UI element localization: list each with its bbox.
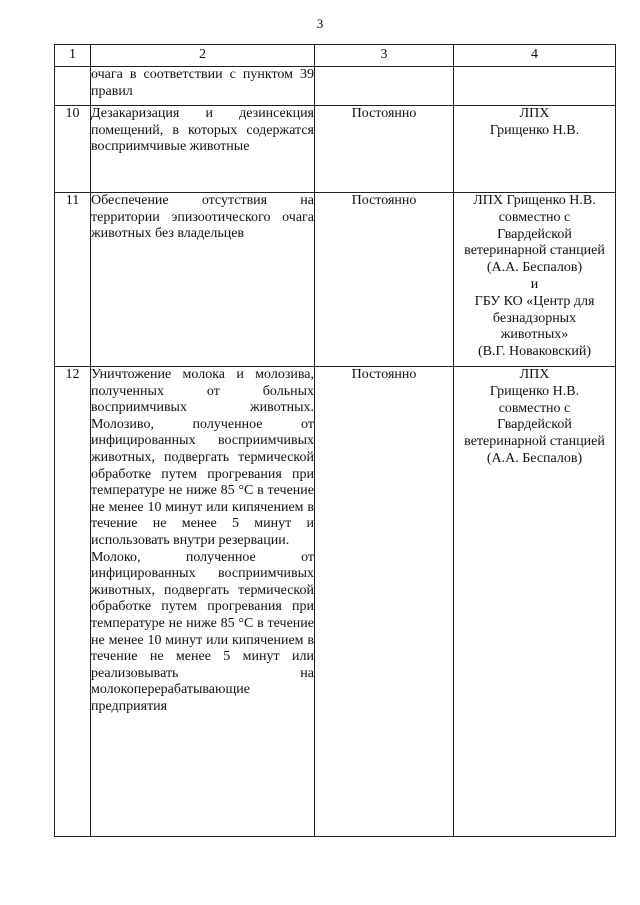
row-responsible — [454, 193, 616, 367]
responsible-line: ЛПХ — [519, 106, 550, 121]
measures-table — [54, 44, 616, 837]
row-term — [315, 67, 454, 106]
row-responsible — [454, 367, 616, 837]
responsible-line: безнадзорных — [492, 310, 577, 326]
table-header-row — [55, 45, 616, 67]
responsible-line: Грищенко Н.В. — [489, 122, 580, 138]
header-cell-4: 4 — [454, 45, 616, 67]
responsible-line: (В.Г. Новаковский) — [477, 344, 592, 360]
row-description-paragraph: Уничтожение молока и молозива, полученных от больных восприимчивых животных. Молозиво, полученное от инфицированных восприимчивых животных, подвергать термической обработке путем прогревания при температуре не ниже 85 °C в течение не менее 10 минут или кипячением в течение не менее 5 минут и использовать внутри резервации. — [91, 367, 314, 548]
row-description — [91, 193, 315, 367]
responsible-line: Гвардейской — [497, 417, 572, 433]
row-number: 10 — [55, 106, 91, 193]
header-cell-2: 2 — [91, 45, 315, 67]
responsible-line: ветеринарной станцией — [464, 434, 605, 450]
row-number: 12 — [55, 367, 91, 837]
row-description-paragraph: Молоко, полученное от инфицированных восприимчивых животных, подвергать термической обработке путем прогревания при температуре не ниже 85 °C в течение не менее 10 минут или кипячением в течение не менее 5 минут или реализовывать на молокоперерабатывающие предприятия — [91, 549, 314, 714]
table-row-12 — [55, 367, 616, 837]
responsible-line: животных» — [500, 327, 569, 343]
responsible-line: ГБУ КО «Центр для — [474, 293, 595, 309]
responsible-line: Грищенко Н.В. — [489, 383, 580, 399]
responsible-line: ветеринарной станцией — [464, 243, 605, 259]
responsible-line: совместно с — [498, 400, 571, 416]
row-term: Постоянно — [315, 367, 454, 837]
responsible-line: (А.А. Беспалов) — [486, 260, 583, 276]
row-number: 11 — [55, 193, 91, 367]
responsible-line: ЛПХ — [519, 367, 550, 382]
responsible-line: ЛПХ Грищенко Н.В. — [473, 193, 596, 208]
row-description — [91, 106, 315, 193]
header-cell-3: 3 — [315, 45, 454, 67]
table-row-continuation — [55, 67, 616, 106]
row-number — [55, 67, 91, 106]
row-responsible — [454, 106, 616, 193]
row-term: Постоянно — [315, 193, 454, 367]
row-responsible — [454, 67, 616, 106]
page-number: 3 — [316, 16, 324, 31]
row-description — [91, 367, 315, 837]
responsible-line: Гвардейской — [497, 226, 572, 242]
responsible-line: совместно с — [498, 209, 571, 225]
responsible-line: и — [530, 276, 539, 292]
header-cell-1: 1 — [55, 45, 91, 67]
row-description-text: Обеспечение отсутствия на территории эпизоотического очага животных без владельцев — [91, 193, 314, 242]
row-description-text: Дезакаризация и дезинсекция помещений, в которых содержатся восприимчивые животные — [91, 106, 314, 155]
row-description-text: очага в соответствии с пунктом 39 правил — [91, 67, 314, 99]
table-row-11 — [55, 193, 616, 367]
table-row-10 — [55, 106, 616, 193]
row-description — [91, 67, 315, 106]
row-term: Постоянно — [315, 106, 454, 193]
responsible-line: (А.А. Беспалов) — [486, 450, 583, 466]
